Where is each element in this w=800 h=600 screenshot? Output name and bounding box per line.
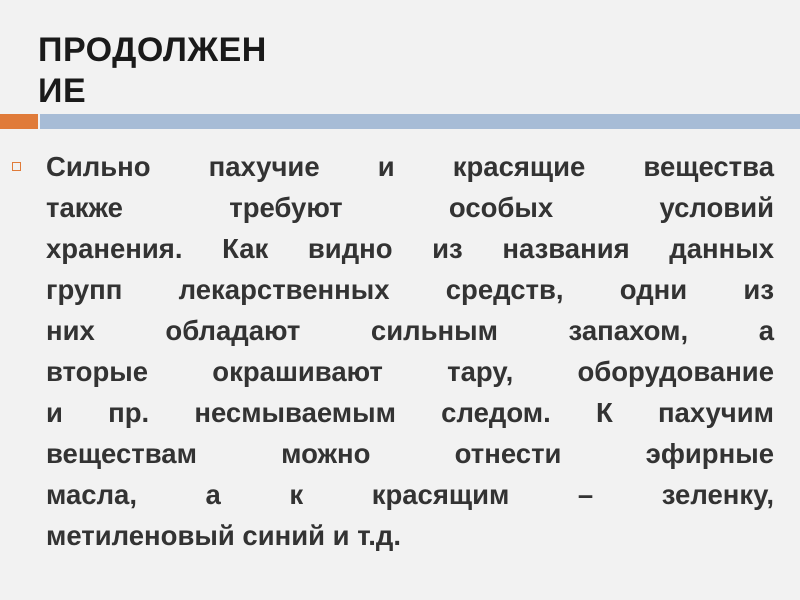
square-bullet-icon (12, 162, 21, 171)
body-line: них обладают сильным запахом, а (46, 315, 774, 346)
body-line: хранения. Как видно из названия данных (46, 233, 774, 264)
accent-band-orange (0, 114, 38, 129)
body-line: веществам можно отнести эфирные (46, 438, 774, 469)
body-line: групп лекарственных средств, одни из (46, 274, 774, 305)
slide-title-line-1: ПРОДОЛЖЕН (38, 31, 267, 69)
slide-title (38, 30, 318, 112)
body-line: Сильно пахучие и красящие вещества (46, 151, 774, 182)
body-line: также требуют особых условий (46, 192, 774, 223)
body-line: метиленовый синий и т.д. (46, 520, 401, 551)
body-line: масла, а к красящим – зеленку, (46, 479, 774, 510)
slide-body-paragraph (46, 146, 774, 556)
body-line: вторые окрашивают тару, оборудование (46, 356, 774, 387)
slide-title-line-2: ИЕ (38, 72, 87, 110)
accent-band-blue (40, 114, 800, 129)
body-line: и пр. несмываемым следом. К пахучим (46, 397, 774, 428)
